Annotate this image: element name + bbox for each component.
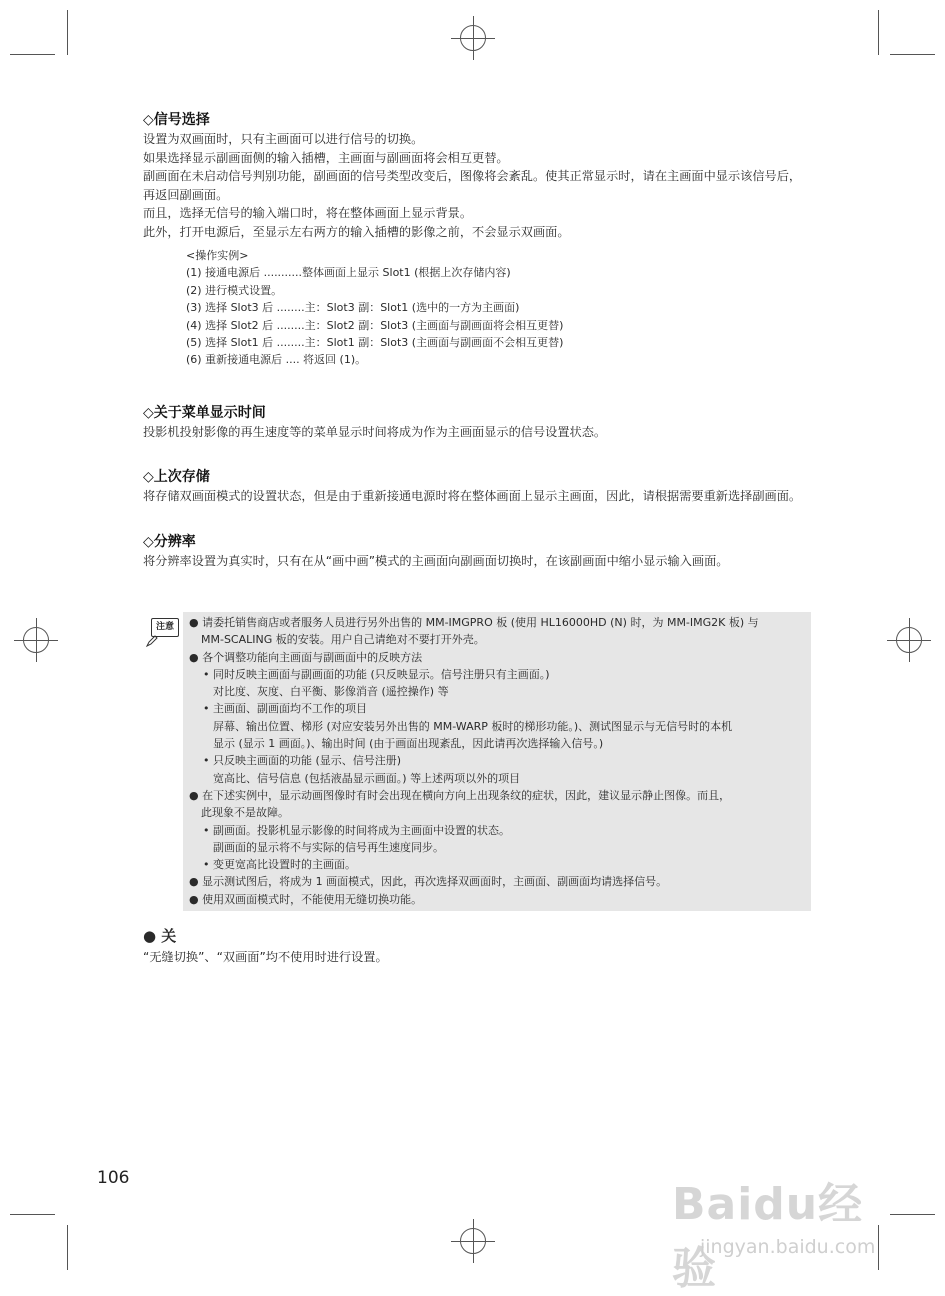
crop-mark: [878, 10, 879, 55]
notice-line: 此现象不是故障。: [201, 806, 289, 820]
registration-mark: [23, 627, 49, 653]
body-line: 而且，选择无信号的输入端口时，将在整体画面上显示背景。: [143, 206, 473, 220]
watermark: [672, 1140, 892, 1294]
example-line: (6) 重新接通电源后 .... 将返回 (1)。: [186, 353, 367, 367]
registration-mark: [896, 627, 922, 653]
watermark-brand: Baidu经验: [672, 1179, 864, 1294]
registration-mark: [460, 25, 486, 51]
crop-mark: [67, 10, 68, 55]
caution-icon: [145, 616, 179, 648]
example-line: (1) 接通电源后 ...........整体画面上显示 Slot1 (根据上次存储内容): [186, 266, 511, 280]
notice-line: ● 显示测试图后，将成为 1 画面模式，因此，再次选择双画面时，主画面、副画面均请选择信号。: [189, 875, 668, 889]
notice-line: ● 使用双画面模式时，不能使用无缝切换功能。: [189, 892, 423, 906]
crop-mark: [10, 54, 55, 55]
page-number: 106: [97, 1168, 130, 1188]
section-title: ◇分辨率: [143, 533, 196, 550]
notice-line: • 主画面、副画面均不工作的项目: [203, 702, 367, 716]
off-option-text: “无缝切换”、“双画面”均不使用时进行设置。: [143, 950, 388, 964]
notice-line: • 只反映主画面的功能 (显示、信号注册): [203, 754, 402, 768]
notice-line: 屏幕、输出位置、梯形 (对应安装另外出售的 MM-WARP 板时的梯形功能。)、测试图显示与无信号时的本机: [213, 719, 733, 733]
caution-notice-box: [183, 612, 811, 911]
section-title: ◇上次存储: [143, 469, 210, 486]
notice-line: 对比度、灰度、白平衡、影像消音 (遥控操作) 等: [213, 685, 449, 699]
body-line: 设置为双画面时，只有主画面可以进行信号的切换。: [143, 132, 424, 146]
example-line: (4) 选择 Slot2 后 ........主：Slot2 副：Slot3 (主画面与副画面将会相互更替): [186, 318, 564, 332]
notice-line: 显示 (显示 1 画面。)、输出时间 (由于画面出现紊乱，因此请再次选择输入信号。): [213, 737, 604, 751]
example-line: (2) 进行模式设置。: [186, 283, 283, 297]
body-line: 副画面在未启动信号判别功能，副画面的信号类型改变后，图像将会紊乱。使其正常显示时，请在主画面中显示该信号后，再返回副画面。: [143, 169, 802, 202]
notice-line: MM-SCALING 板的安装。用户自己请绝对不要打开外壳。: [201, 633, 485, 647]
example-line: (5) 选择 Slot1 后 ........主：Slot1 副：Slot3 (主画面与副画面不会相互更替): [186, 336, 564, 350]
crop-mark: [67, 1225, 68, 1270]
notice-line: ● 请委托销售商店或者服务人员进行另外出售的 MM-IMGPRO 板 (使用 HL16000HD (N) 时，为 MM-IMG2K 板) 与: [189, 616, 759, 629]
crop-mark: [10, 1214, 55, 1215]
body-line: 此外，打开电源后，至显示左右两方的输入插槽的影像之前，不会显示双画面。: [143, 224, 570, 239]
body-text: 将存储双画面模式的设置状态，但是由于重新接通电源时将在整体画面上显示主画面，因此，请根据需要重新选择副画面。: [143, 489, 802, 504]
section-last-memory: [143, 467, 813, 506]
notice-line: 宽高比、信号信息 (包括液晶显示画面。) 等上述两项以外的项目: [213, 771, 521, 785]
notice-line: • 同时反映主画面与副画面的功能 (只反映显示。信号注册只有主画面。): [203, 667, 550, 681]
notice-line: ● 在下述实例中，显示动画图像时有时会出现在横向方向上出现条纹的症状，因此，建议显示静止图像。而且，: [189, 788, 731, 802]
example-line: (3) 选择 Slot3 后 ........主：Slot3 副：Slot1 (选中的一方为主画面): [186, 301, 520, 315]
notice-line: 副画面的显示将不与实际的信号再生速度同步。: [213, 840, 444, 854]
section-title: ◇关于菜单显示时间: [143, 404, 266, 421]
body-line: 如果选择显示副画面侧的输入插槽，主画面与副画面将会相互更替。: [143, 150, 509, 165]
crop-mark: [890, 54, 935, 55]
body-text: 投影机投射影像的再生速度等的菜单显示时间将成为作为主画面显示的信号设置状态。: [143, 424, 607, 439]
pencil-icon: [145, 634, 159, 648]
notice-line: ● 各个调整功能向主画面与副画面中的反映方法: [189, 650, 423, 664]
crop-mark: [890, 1214, 935, 1215]
off-option-title: ● 关: [143, 927, 177, 945]
body-text: 将分辨率设置为真实时，只有在从“画中画”模式的主画面向副画面切换时，在该副画面中缩小显示输入画面。: [143, 553, 729, 568]
notice-line: • 变更宽高比设置时的主画面。: [203, 858, 356, 872]
watermark-url: jingyan.baidu.com: [700, 1236, 876, 1258]
section-signal-select: [143, 110, 813, 369]
section-title: ◇信号选择: [143, 112, 210, 128]
operation-examples: [186, 247, 813, 369]
main-content: [143, 110, 813, 570]
section-menu-display-time: [143, 403, 813, 442]
section-resolution: [143, 532, 813, 571]
example-line: <操作实例>: [186, 249, 249, 262]
caution-label: 注意: [151, 618, 179, 637]
notice-line: • 副画面。投影机显示影像的时间将成为主画面中设置的状态。: [203, 823, 510, 837]
registration-mark: [460, 1228, 486, 1254]
